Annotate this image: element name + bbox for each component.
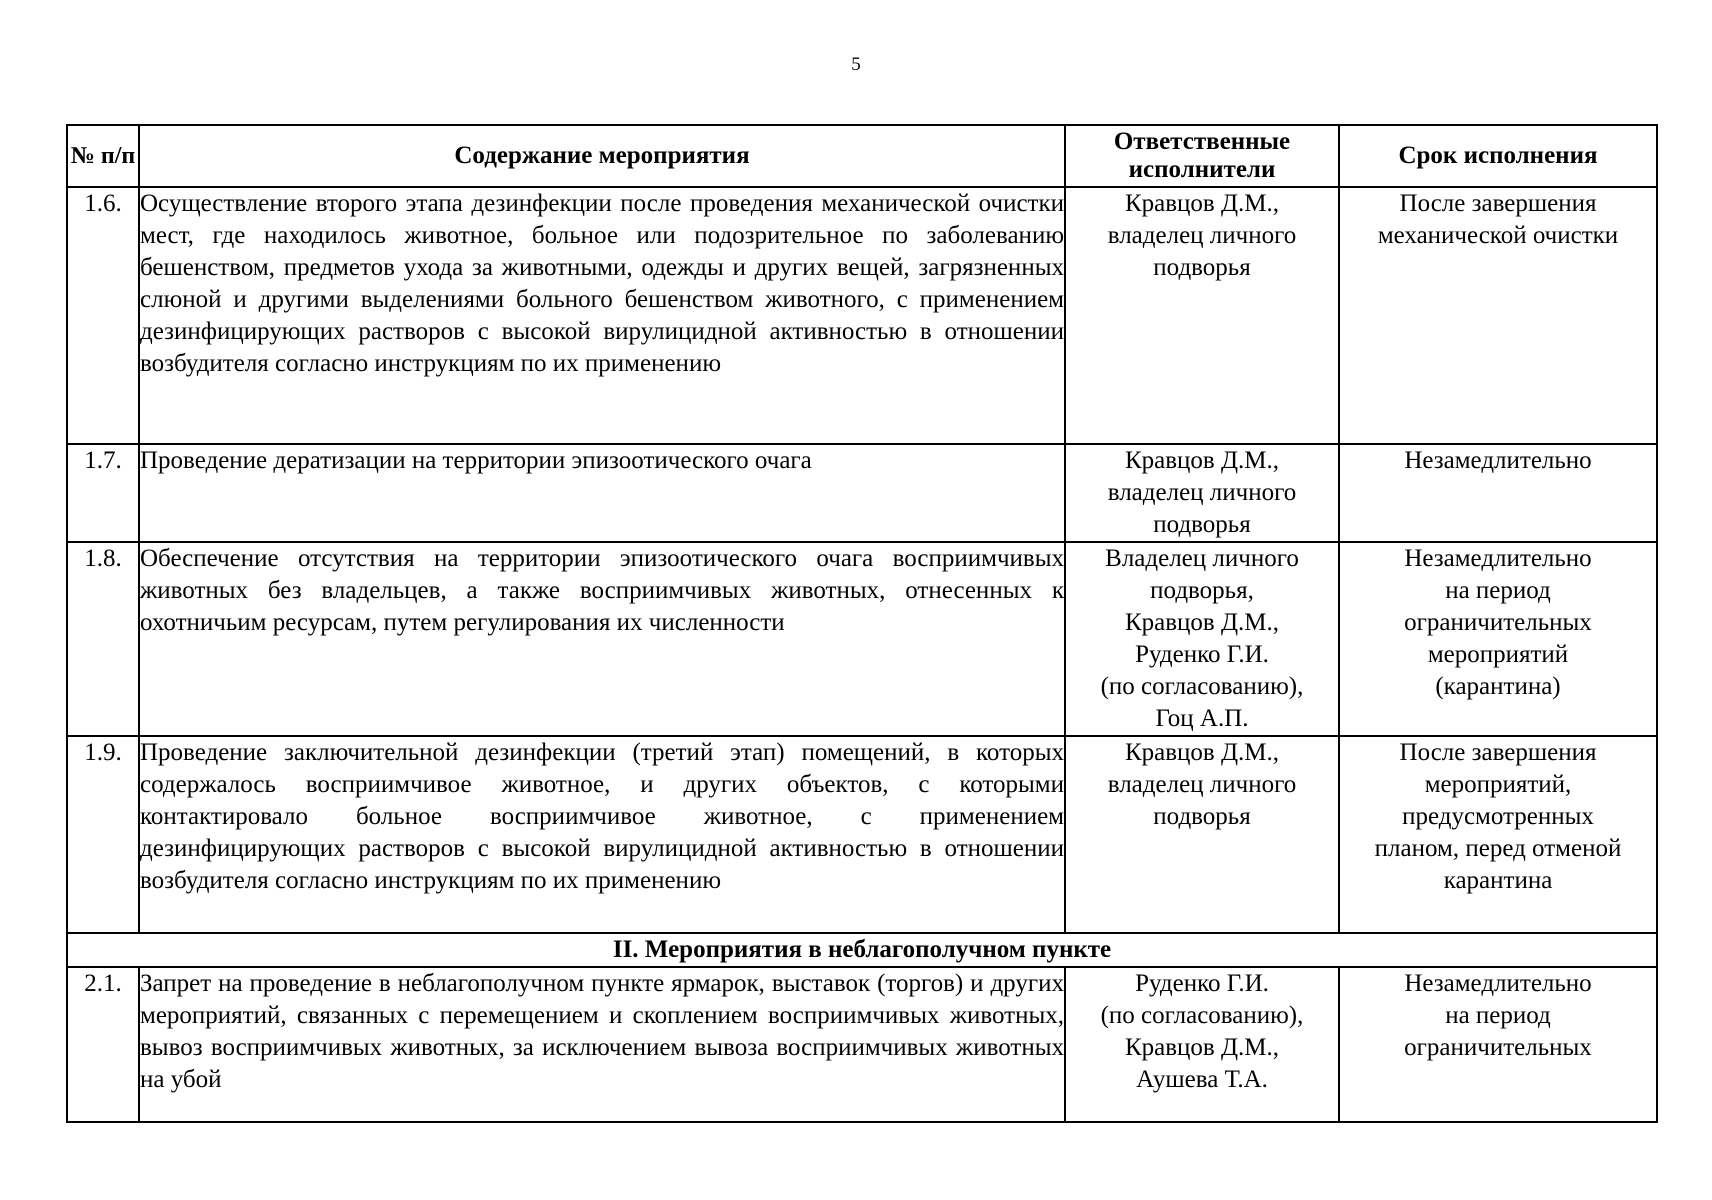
- responsible-line: Гоц А.П.: [1155, 705, 1249, 732]
- row-responsible: [1065, 542, 1339, 736]
- deadline-line: Незамедлительно: [1404, 447, 1592, 474]
- row-responsible: [1065, 736, 1339, 933]
- header-num: № п/п: [67, 125, 139, 187]
- deadline-line: планом, перед отменой: [1374, 835, 1622, 862]
- responsible-line: Руденко Г.И.: [1135, 970, 1269, 997]
- deadline-line: Незамедлительно: [1404, 970, 1592, 997]
- row-content: [139, 736, 1065, 933]
- responsible-line: владелец личного: [1107, 479, 1297, 506]
- row-number: 1.6.: [67, 187, 139, 444]
- row-deadline: [1339, 187, 1657, 444]
- row-content-text: Осуществление второго этапа дезинфекции после проведения механической очистки мест, где находилось животное, больное или подозрительное по заболеванию бешенством, предметов ухода за животными, одежды и других вещей, загрязненных слюной и другими выделениями больного бешенством животного, с применением дезинфицирующих растворов с высокой вирулицидной активностью в отношении возбудителя согласно инструкциям по их применению: [140, 190, 1064, 377]
- responsible-line: подворья,: [1150, 577, 1254, 604]
- responsible-line: владелец личного: [1107, 222, 1297, 249]
- responsible-line: Кравцов Д.М.,: [1124, 609, 1280, 636]
- row-content: [139, 444, 1065, 542]
- table-row: [67, 736, 1657, 933]
- row-responsible: [1065, 187, 1339, 444]
- table-row: [67, 967, 1657, 1122]
- responsible-line: (по согласованию),: [1100, 1002, 1304, 1029]
- row-responsible: [1065, 444, 1339, 542]
- section-title: II. Мероприятия в неблагополучном пункте: [67, 933, 1657, 967]
- responsible-line: подворья: [1153, 254, 1251, 281]
- header-responsible: Ответственные исполнители: [1065, 125, 1339, 187]
- deadline-line: механической очистки: [1377, 222, 1619, 249]
- deadline-line: на период: [1445, 1002, 1551, 1029]
- responsible-line: подворья: [1153, 803, 1251, 830]
- table-row: [67, 187, 1657, 444]
- deadline-line: мероприятий,: [1424, 771, 1572, 798]
- deadline-line: карантина: [1443, 867, 1553, 894]
- row-content-text: Обеспечение отсутствия на территории эпизоотического очага восприимчивых животных без владельцев, а также восприимчивых животных, отнесенных к охотничьим ресурсам, путем регулирования их численности: [140, 545, 1064, 636]
- row-number: 1.8.: [67, 542, 139, 736]
- row-number: 1.7.: [67, 444, 139, 542]
- header-content: Содержание мероприятия: [139, 125, 1065, 187]
- deadline-line: После завершения: [1399, 190, 1597, 217]
- deadline-line: мероприятий: [1427, 641, 1569, 668]
- row-deadline: [1339, 444, 1657, 542]
- responsible-line: подворья: [1153, 511, 1251, 538]
- responsible-line: Кравцов Д.М.,: [1124, 190, 1280, 217]
- deadline-line: на период: [1445, 577, 1551, 604]
- responsible-line: Кравцов Д.М.,: [1124, 739, 1280, 766]
- row-content-text: Проведение дератизации на территории эпизоотического очага: [140, 447, 812, 474]
- row-deadline: [1339, 967, 1657, 1122]
- deadline-line: После завершения: [1399, 739, 1597, 766]
- responsible-line: Владелец личного: [1105, 545, 1299, 572]
- table-header-row: [67, 125, 1657, 187]
- deadline-line: (карантина): [1435, 673, 1561, 700]
- row-content: [139, 187, 1065, 444]
- row-deadline: [1339, 736, 1657, 933]
- row-responsible: [1065, 967, 1339, 1122]
- row-number: 1.9.: [67, 736, 139, 933]
- responsible-line: Кравцов Д.М.,: [1124, 447, 1280, 474]
- section-row: [67, 933, 1657, 967]
- header-deadline: Срок исполнения: [1339, 125, 1657, 187]
- row-content-text: Проведение заключительной дезинфекции (третий этап) помещений, в которых содержалось восприимчивое животное, и других объектов, с которыми контактировало больное восприимчивое животное, с применением дезинфицирующих растворов с высокой вирулицидной активностью в отношении возбудителя согласно инструкциям по их применению: [140, 739, 1064, 894]
- deadline-line: Незамедлительно: [1404, 545, 1592, 572]
- measures-table: [66, 124, 1658, 1123]
- table-row: [67, 444, 1657, 542]
- row-content: [139, 967, 1065, 1122]
- deadline-line: ограничительных: [1404, 1034, 1592, 1061]
- row-content-text: Запрет на проведение в неблагополучном пункте ярмарок, выставок (торгов) и других мероприятий, связанных с перемещением и скоплением восприимчивых животных, вывоз восприимчивых животных, за исключением вывоза восприимчивых животных на убой: [140, 970, 1064, 1093]
- page-number: 5: [851, 54, 861, 75]
- responsible-line: владелец личного: [1107, 771, 1297, 798]
- responsible-line: Руденко Г.И.: [1135, 641, 1269, 668]
- deadline-line: ограничительных: [1404, 609, 1592, 636]
- row-content: [139, 542, 1065, 736]
- responsible-line: Кравцов Д.М.,: [1124, 1034, 1280, 1061]
- row-deadline: [1339, 542, 1657, 736]
- table-row: [67, 542, 1657, 736]
- row-number: 2.1.: [67, 967, 139, 1122]
- responsible-line: (по согласованию),: [1100, 673, 1304, 700]
- deadline-line: предусмотренных: [1402, 803, 1594, 830]
- responsible-line: Аушева Т.А.: [1136, 1066, 1268, 1093]
